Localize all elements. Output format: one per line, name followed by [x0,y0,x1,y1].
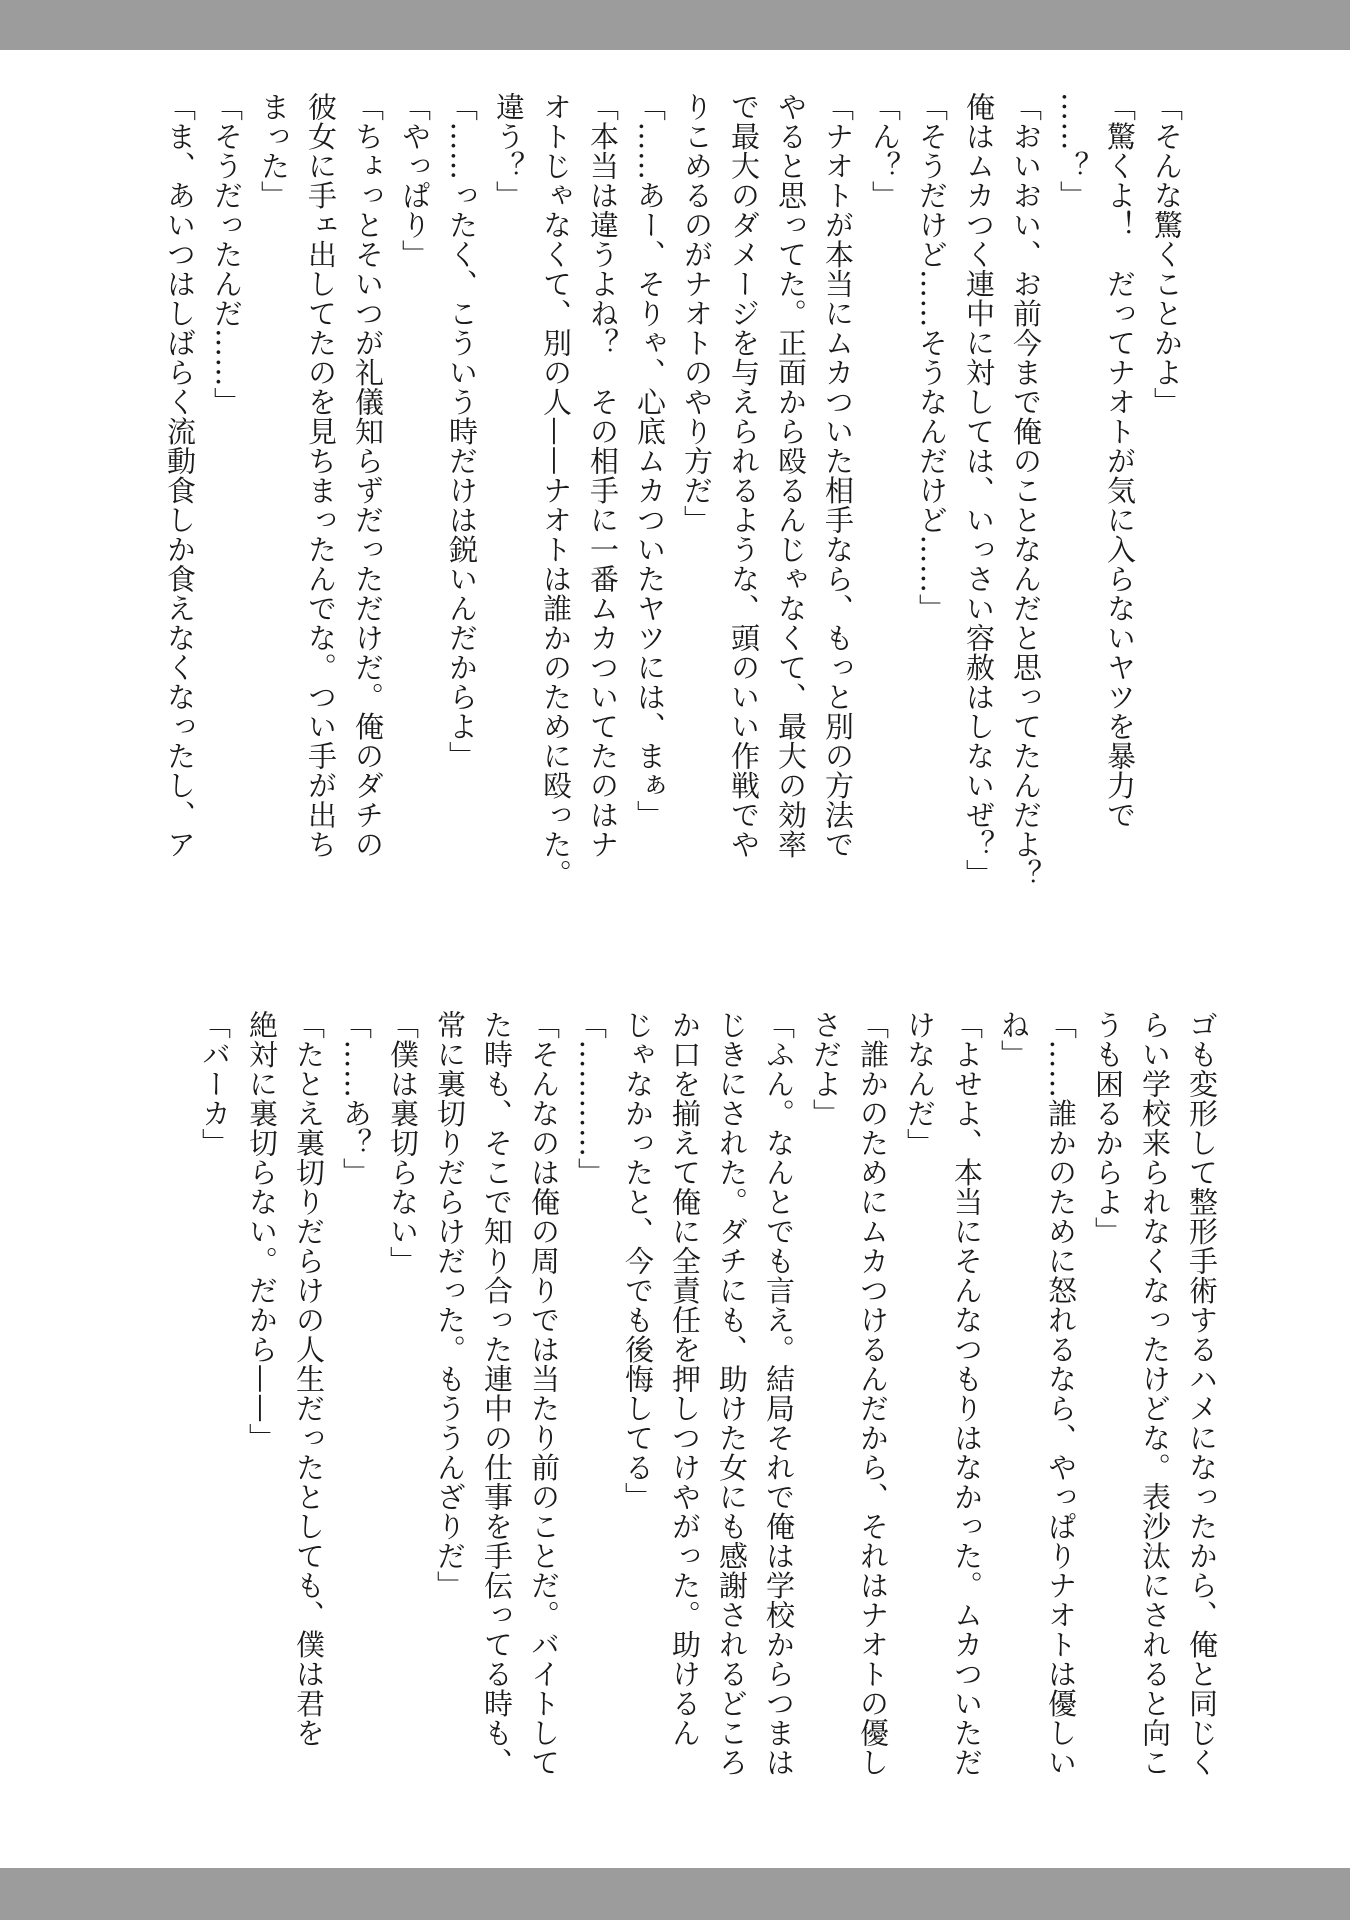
text-line: 「驚くよ！ だってナオトが気に入らないヤツを暴力で [1103,92,1137,830]
text-line: 「おいおい、お前今まで俺のことなんだと思ってたんだよ？ [1009,92,1043,889]
text-line: 俺はムカつく連中に対しては、いっさい容赦はしないぜ？」 [962,92,996,889]
text-line: 「……誰かのために怒れるなら、やっぱりナオトは優しい [1044,1010,1078,1777]
text-line: 「ふん。なんとでも言え。結局それで俺は学校からつまは [762,1010,796,1777]
text-line: 「そうだけど……そうなんだけど……」 [915,92,949,623]
text-line: 「そうだったんだ……」 [210,92,244,417]
text-line: 「…………」 [574,1010,608,1187]
text-line: さだよ」 [809,1010,843,1128]
text-block-upper [163,92,1190,937]
text-line: 「ナオトが本当にムカついた相手なら、もっと別の方法で [821,92,855,859]
text-line: 「バーカ」 [198,1010,232,1158]
text-line: ゴも変形して整形手術するハメになったから、俺と同じく [1185,1010,1219,1777]
text-line: 「……あー、そりゃ、心底ムカついたヤツには、まぁ」 [633,92,667,830]
text-line: 「ん？」 [868,92,902,210]
text-line: 常に裏切りだらけだった。もううんざりだ」 [433,1010,467,1600]
text-line: けなんだ」 [903,1010,937,1158]
text-line: で最大のダメージを与えられるような、頭のいい作戦でや [727,92,761,859]
text-line: りこめるのがナオトのやり方だ」 [680,92,714,535]
text-line: オトじゃなくて、別の人——ナオトは誰かのために殴った。 [539,92,573,889]
text-line: た時も、そこで知り合った連中の仕事を手伝ってる時も、 [480,1010,514,1777]
text-line: 「……あ？」 [339,1010,373,1187]
text-line: 「そんなのは俺の周りでは当たり前のことだ。バイトして [527,1010,561,1777]
text-line: ね」 [997,1010,1031,1069]
text-line: やると思ってた。正面から殴るんじゃなくて、最大の効率 [774,92,808,859]
top-margin-bar [0,0,1350,50]
text-line: 「たとえ裏切りだらけの人生だったとしても、僕は君を [292,1010,326,1748]
text-line: か口を揃えて俺に全責任を押しつけやがった。助けるん [668,1010,702,1748]
text-line: じゃなかったと、今でも後悔してる」 [621,1010,655,1512]
text-line: 「本当は違うよね？ その相手に一番ムカついてたのはナ [586,92,620,859]
text-line: 「誰かのためにムカつけるんだから、それはナオトの優し [856,1010,890,1777]
text-line: じきにされた。ダチにも、助けた女にも感謝されるどころ [715,1010,749,1777]
text-line: うも困るからよ」 [1091,1010,1125,1246]
text-line: 違う？」 [492,92,526,210]
text-line: 「ちょっとそいつが礼儀知らずだっただけだ。俺のダチの [351,92,385,859]
text-line: らい学校来られなくなったけどな。表沙汰にされると向こ [1138,1010,1172,1777]
text-line: 彼女に手ェ出してたのを見ちまったんでな。つい手が出ち [304,92,338,859]
text-line: 「やっぱり」 [398,92,432,269]
text-line: 「ま、あいつはしばらく流動食しか食えなくなったし、ア [163,92,197,859]
text-block-lower [198,1010,1225,1777]
text-line: 「そんな驚くことかよ」 [1150,92,1184,417]
text-line: ……？」 [1056,92,1090,210]
bottom-margin-bar [0,1868,1350,1920]
text-line: 「よせよ、本当にそんなつもりはなかった。ムカついただ [950,1010,984,1777]
text-line: 「……ったく、こういう時だけは鋭いんだからよ」 [445,92,479,771]
text-line: 絶対に裏切らない。だから——」 [245,1010,279,1453]
text-line: まった」 [257,92,291,210]
text-line: 「僕は裏切らない」 [386,1010,420,1276]
